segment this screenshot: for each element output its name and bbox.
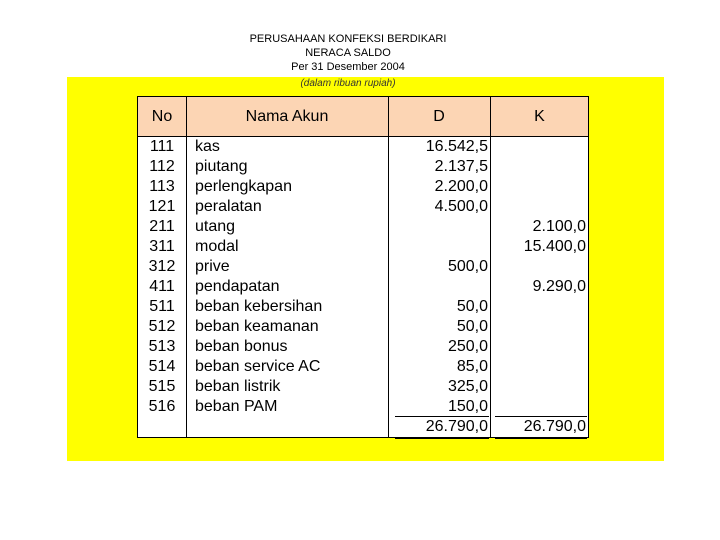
account-name: beban kebersihan: [195, 298, 323, 315]
account-name: pendapatan: [195, 278, 280, 295]
account-name: piutang: [195, 158, 248, 175]
company-name: PERUSAHAAN KONFEKSI BERDIKARI: [249, 33, 447, 45]
debit-value: 85,0: [456, 358, 488, 375]
account-number: 516: [148, 398, 176, 415]
account-name: modal: [195, 238, 239, 255]
account-name: prive: [195, 258, 230, 275]
report-period: Per 31 Desember 2004: [291, 61, 405, 73]
table-row: [138, 177, 588, 197]
account-number: 112: [149, 158, 175, 175]
total-credit: 26.790,0: [523, 418, 586, 435]
table-header: [138, 97, 588, 137]
account-number: 121: [148, 198, 176, 215]
table-row: [138, 357, 588, 377]
table-row: [138, 297, 588, 317]
table-row: [138, 137, 588, 157]
account-number: 312: [148, 258, 176, 275]
debit-value: 2.137,5: [434, 158, 488, 175]
header-no: No: [151, 108, 173, 125]
account-number: 411: [149, 278, 175, 295]
credit-value: 2.100,0: [532, 218, 586, 235]
account-name: beban keamanan: [195, 318, 319, 335]
debit-value: 50,0: [456, 298, 488, 315]
account-name: peralatan: [195, 198, 262, 215]
table-row: [138, 377, 588, 397]
account-number: 511: [149, 298, 175, 315]
account-number: 514: [148, 358, 176, 375]
table-row: [138, 257, 588, 277]
table-row: [138, 157, 588, 177]
account-name: utang: [195, 218, 236, 235]
credit-value: 9.290,0: [532, 278, 586, 295]
trial-balance-table: [137, 96, 589, 438]
account-name: beban service AC: [195, 358, 321, 375]
total-debit: 26.790,0: [425, 418, 488, 435]
account-number: 113: [149, 178, 175, 195]
account-name: perlengkapan: [195, 178, 292, 195]
account-number: 211: [149, 218, 175, 235]
account-number: 513: [148, 338, 176, 355]
table-row: [138, 317, 588, 337]
table-row: [138, 277, 588, 297]
debit-value: 16.542,5: [425, 138, 488, 155]
account-number: 111: [149, 138, 175, 155]
unit-note: (dalam ribuan rupiah): [300, 78, 396, 89]
double-rule-credit: [495, 437, 587, 439]
account-name: kas: [195, 138, 220, 155]
header-credit: K: [534, 108, 545, 125]
double-rule-debit: [395, 437, 489, 439]
account-name: beban listrik: [195, 378, 281, 395]
account-number: 515: [148, 378, 176, 395]
account-number: 311: [149, 238, 175, 255]
table-row: [138, 237, 588, 257]
account-name: beban bonus: [195, 338, 288, 355]
account-name: beban PAM: [195, 398, 278, 415]
table-row: [138, 197, 588, 217]
debit-value: 325,0: [447, 378, 488, 395]
credit-value: 15.400,0: [523, 238, 586, 255]
debit-value: 2.200,0: [434, 178, 488, 195]
report-title: NERACA SALDO: [305, 47, 391, 59]
debit-value: 4.500,0: [434, 198, 488, 215]
table-row: [138, 217, 588, 237]
debit-value: 150,0: [447, 398, 488, 415]
header-account-name: Nama Akun: [245, 108, 329, 125]
account-number: 512: [148, 318, 176, 335]
table-row: [138, 337, 588, 357]
table-row: [138, 397, 588, 417]
debit-value: 250,0: [447, 338, 488, 355]
total-row: [138, 417, 588, 437]
debit-value: 500,0: [447, 258, 488, 275]
header-debit: D: [433, 108, 445, 125]
debit-value: 50,0: [456, 318, 488, 335]
